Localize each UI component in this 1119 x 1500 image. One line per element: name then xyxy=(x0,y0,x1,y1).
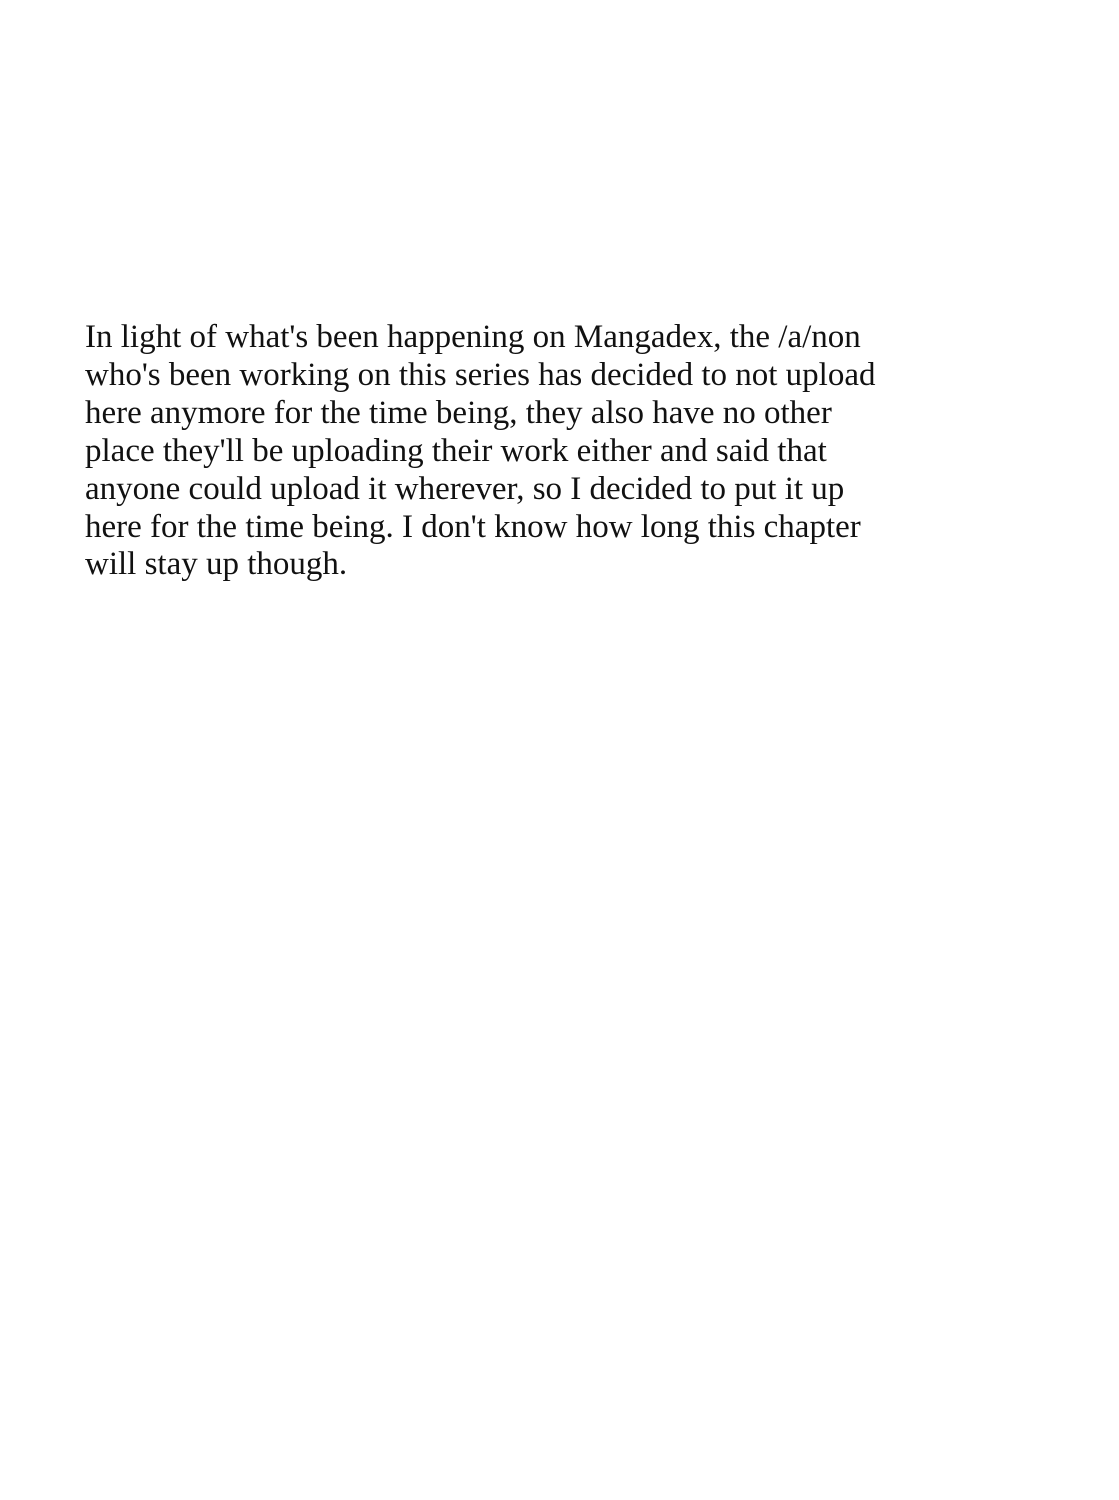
note-line: anyone could upload it wherever, so I decided to put it up xyxy=(85,470,845,507)
uploader-note xyxy=(85,319,1045,584)
note-line: In light of what's been happening on Mangadex, the /a/non xyxy=(85,319,861,355)
note-line: will stay up though. xyxy=(85,546,348,583)
note-line: here for the time being. I don't know how long this chapter xyxy=(85,508,861,545)
note-line: who's been working on this series has decided to not upload xyxy=(85,356,876,393)
note-line: here anymore for the time being, they also have no other xyxy=(85,394,832,431)
note-line: place they'll be uploading their work either and said that xyxy=(85,432,827,469)
